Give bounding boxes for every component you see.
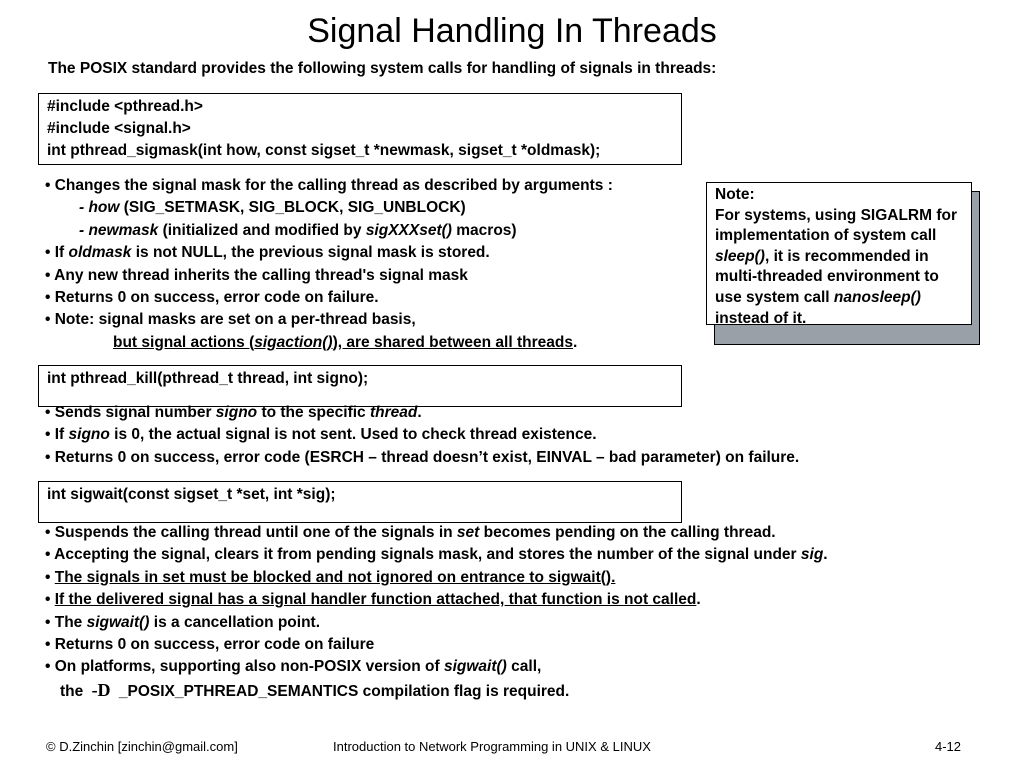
code-box-sigmask xyxy=(38,93,682,165)
bullet: • If oldmask is not NULL, the previous signal mask is stored. xyxy=(45,244,490,262)
bullet: • Returns 0 on success, error code on failure xyxy=(45,636,375,654)
bullet: • On platforms, supporting also non-POSIX version of sigwait() call, xyxy=(45,658,542,676)
bullet: • The signals in set must be blocked and not ignored on entrance to sigwait(). xyxy=(45,568,616,586)
bullet: the -D _POSIX_PTHREAD_SEMANTICS compilation flag is required. xyxy=(60,679,570,700)
code-line: #include <pthread.h> xyxy=(47,98,203,115)
bullet: • Sends signal number signo to the specific thread. xyxy=(45,404,422,421)
pthread-kill-bullets xyxy=(45,402,799,469)
bullet: - how (SIG_SETMASK, SIG_BLOCK, SIG_UNBLOCK) xyxy=(79,199,466,217)
page-title: Signal Handling In Threads xyxy=(307,12,717,50)
bullet: but signal actions (sigaction()), are shared between all threads. xyxy=(113,333,578,351)
sigwait-bullets xyxy=(45,522,828,703)
code-line: #include <signal.h> xyxy=(47,120,191,137)
code-line: int sigwait(const sigset_t *set, int *sig); xyxy=(47,486,336,503)
bullet: • Suspends the calling thread until one of the signals in set becomes pending on the calling thread. xyxy=(45,524,776,541)
footer-course: Introduction to Network Programming in UNIX & LINUX xyxy=(333,739,651,754)
bullet: • Accepting the signal, clears it from pending signals mask, and stores the number of the signal under sig. xyxy=(45,546,828,564)
bullet: • Note: signal masks are set on a per-thread basis, xyxy=(45,311,416,329)
bullet: - newmask (initialized and modified by sigXXXset() macros) xyxy=(79,221,517,239)
bullet: • Returns 0 on success, error code on failure. xyxy=(45,289,379,307)
bullet: • Any new thread inherits the calling thread's signal mask xyxy=(45,266,468,284)
code-line: int pthread_sigmask(int how, const sigset_t *newmask, sigset_t *oldmask); xyxy=(47,142,601,159)
footer-author: © D.Zinchin [zinchin@gmail.com] xyxy=(46,739,238,754)
sigmask-bullets xyxy=(45,175,613,354)
bullet: • Changes the signal mask for the calling thread as described by arguments : xyxy=(45,177,613,194)
footer-page-number: 4-12 xyxy=(935,739,962,754)
code-box-pthread-kill xyxy=(38,365,682,407)
intro-text: The POSIX standard provides the following system calls for handling of signals in threads: xyxy=(48,60,717,77)
bullet: • If signo is 0, the actual signal is not sent. Used to check thread existence. xyxy=(45,426,597,444)
code-box-sigwait xyxy=(38,481,682,523)
bullet: • Returns 0 on success, error code (ESRCH – thread doesn’t exist, EINVAL – bad parameter) on failure. xyxy=(45,448,800,466)
note-box xyxy=(706,182,972,325)
bullet: • If the delivered signal has a signal handler function attached, that function is not called. xyxy=(45,591,701,609)
note-text: For systems, using SIGALRM for implementation of system call sleep(), it is recommended in multi-threaded environment to use system call nanosleep() instead of it. xyxy=(715,206,958,327)
note-heading: Note: xyxy=(715,186,755,203)
code-line: int pthread_kill(pthread_t thread, int signo); xyxy=(47,370,369,387)
bullet: • The sigwait() is a cancellation point. xyxy=(45,613,321,631)
